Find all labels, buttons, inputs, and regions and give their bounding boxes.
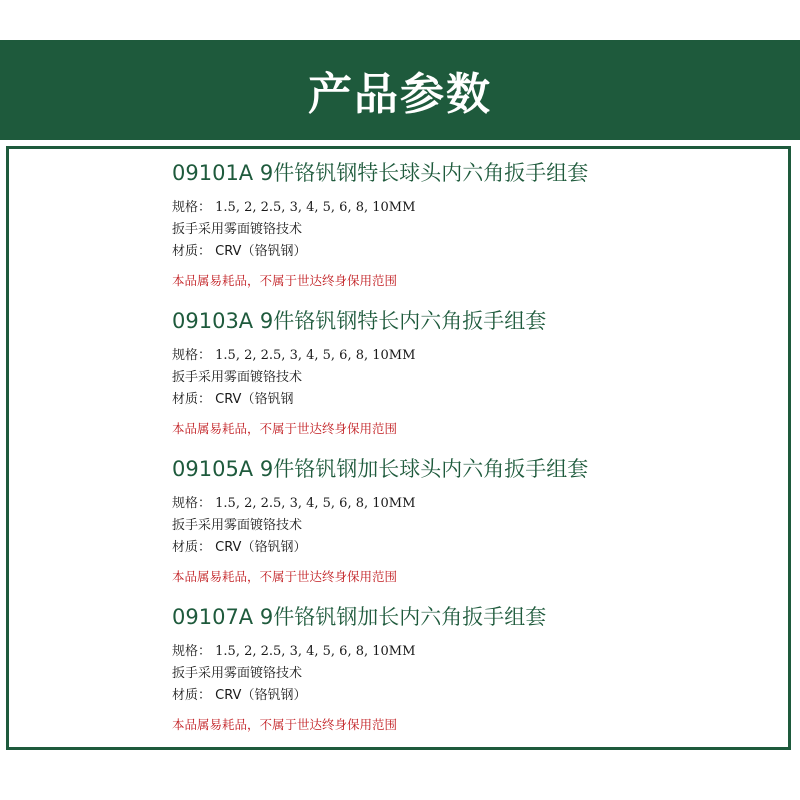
spec-material-value: CRV（铬钒钢） <box>215 244 307 259</box>
spec-material-line <box>172 685 772 707</box>
spec-size-line <box>172 197 772 219</box>
product-item <box>172 454 772 602</box>
spec-material-line <box>172 389 772 411</box>
spec-material-value: CRV（铬钒钢） <box>215 540 307 555</box>
product-item <box>172 306 772 454</box>
spec-size-label: 规格： <box>172 496 212 511</box>
spec-size-value: 1.5, 2, 2.5, 3, 4, 5, 6, 8, 10MM <box>215 348 416 363</box>
product-title: 09105A 9件铬钒钢加长球头内六角扳手组套 <box>172 457 589 481</box>
warranty-note: 本品属易耗品，不属于世达终身保用范围 <box>172 717 398 732</box>
spec-block <box>172 197 772 263</box>
spec-finish-line: 扳手采用雾面镀铬技术 <box>172 370 303 385</box>
spec-material-line <box>172 241 772 263</box>
header-banner <box>0 40 800 140</box>
spec-size-line <box>172 493 772 515</box>
spec-size-label: 规格： <box>172 200 212 215</box>
spec-material-label: 材质： <box>172 392 212 407</box>
product-list <box>172 158 772 750</box>
spec-material-label: 材质： <box>172 244 212 259</box>
spec-finish-line: 扳手采用雾面镀铬技术 <box>172 518 303 533</box>
spec-material-line <box>172 537 772 559</box>
product-title: 09103A 9件铬钒钢特长内六角扳手组套 <box>172 309 547 333</box>
warranty-note: 本品属易耗品，不属于世达终身保用范围 <box>172 569 398 584</box>
product-item <box>172 602 772 750</box>
spec-size-line <box>172 641 772 663</box>
spec-size-value: 1.5, 2, 2.5, 3, 4, 5, 6, 8, 10MM <box>215 200 416 215</box>
spec-block <box>172 641 772 707</box>
spec-finish-line: 扳手采用雾面镀铬技术 <box>172 666 303 681</box>
spec-size-value: 1.5, 2, 2.5, 3, 4, 5, 6, 8, 10MM <box>215 644 416 659</box>
spec-material-label: 材质： <box>172 540 212 555</box>
spec-size-label: 规格： <box>172 644 212 659</box>
spec-size-value: 1.5, 2, 2.5, 3, 4, 5, 6, 8, 10MM <box>215 496 416 511</box>
spec-block <box>172 345 772 411</box>
warranty-note: 本品属易耗品，不属于世达终身保用范围 <box>172 273 398 288</box>
warranty-note: 本品属易耗品，不属于世达终身保用范围 <box>172 421 398 436</box>
spec-size-label: 规格： <box>172 348 212 363</box>
spec-size-line <box>172 345 772 367</box>
spec-material-label: 材质： <box>172 688 212 703</box>
spec-finish-line: 扳手采用雾面镀铬技术 <box>172 222 303 237</box>
spec-material-value: CRV（铬钒钢 <box>215 392 294 407</box>
product-title: 09101A 9件铬钒钢特长球头内六角扳手组套 <box>172 161 589 185</box>
product-item <box>172 158 772 306</box>
product-title: 09107A 9件铬钒钢加长内六角扳手组套 <box>172 605 547 629</box>
spec-block <box>172 493 772 559</box>
spec-material-value: CRV（铬钒钢） <box>215 688 307 703</box>
page-title: 产品参数 <box>308 69 492 120</box>
